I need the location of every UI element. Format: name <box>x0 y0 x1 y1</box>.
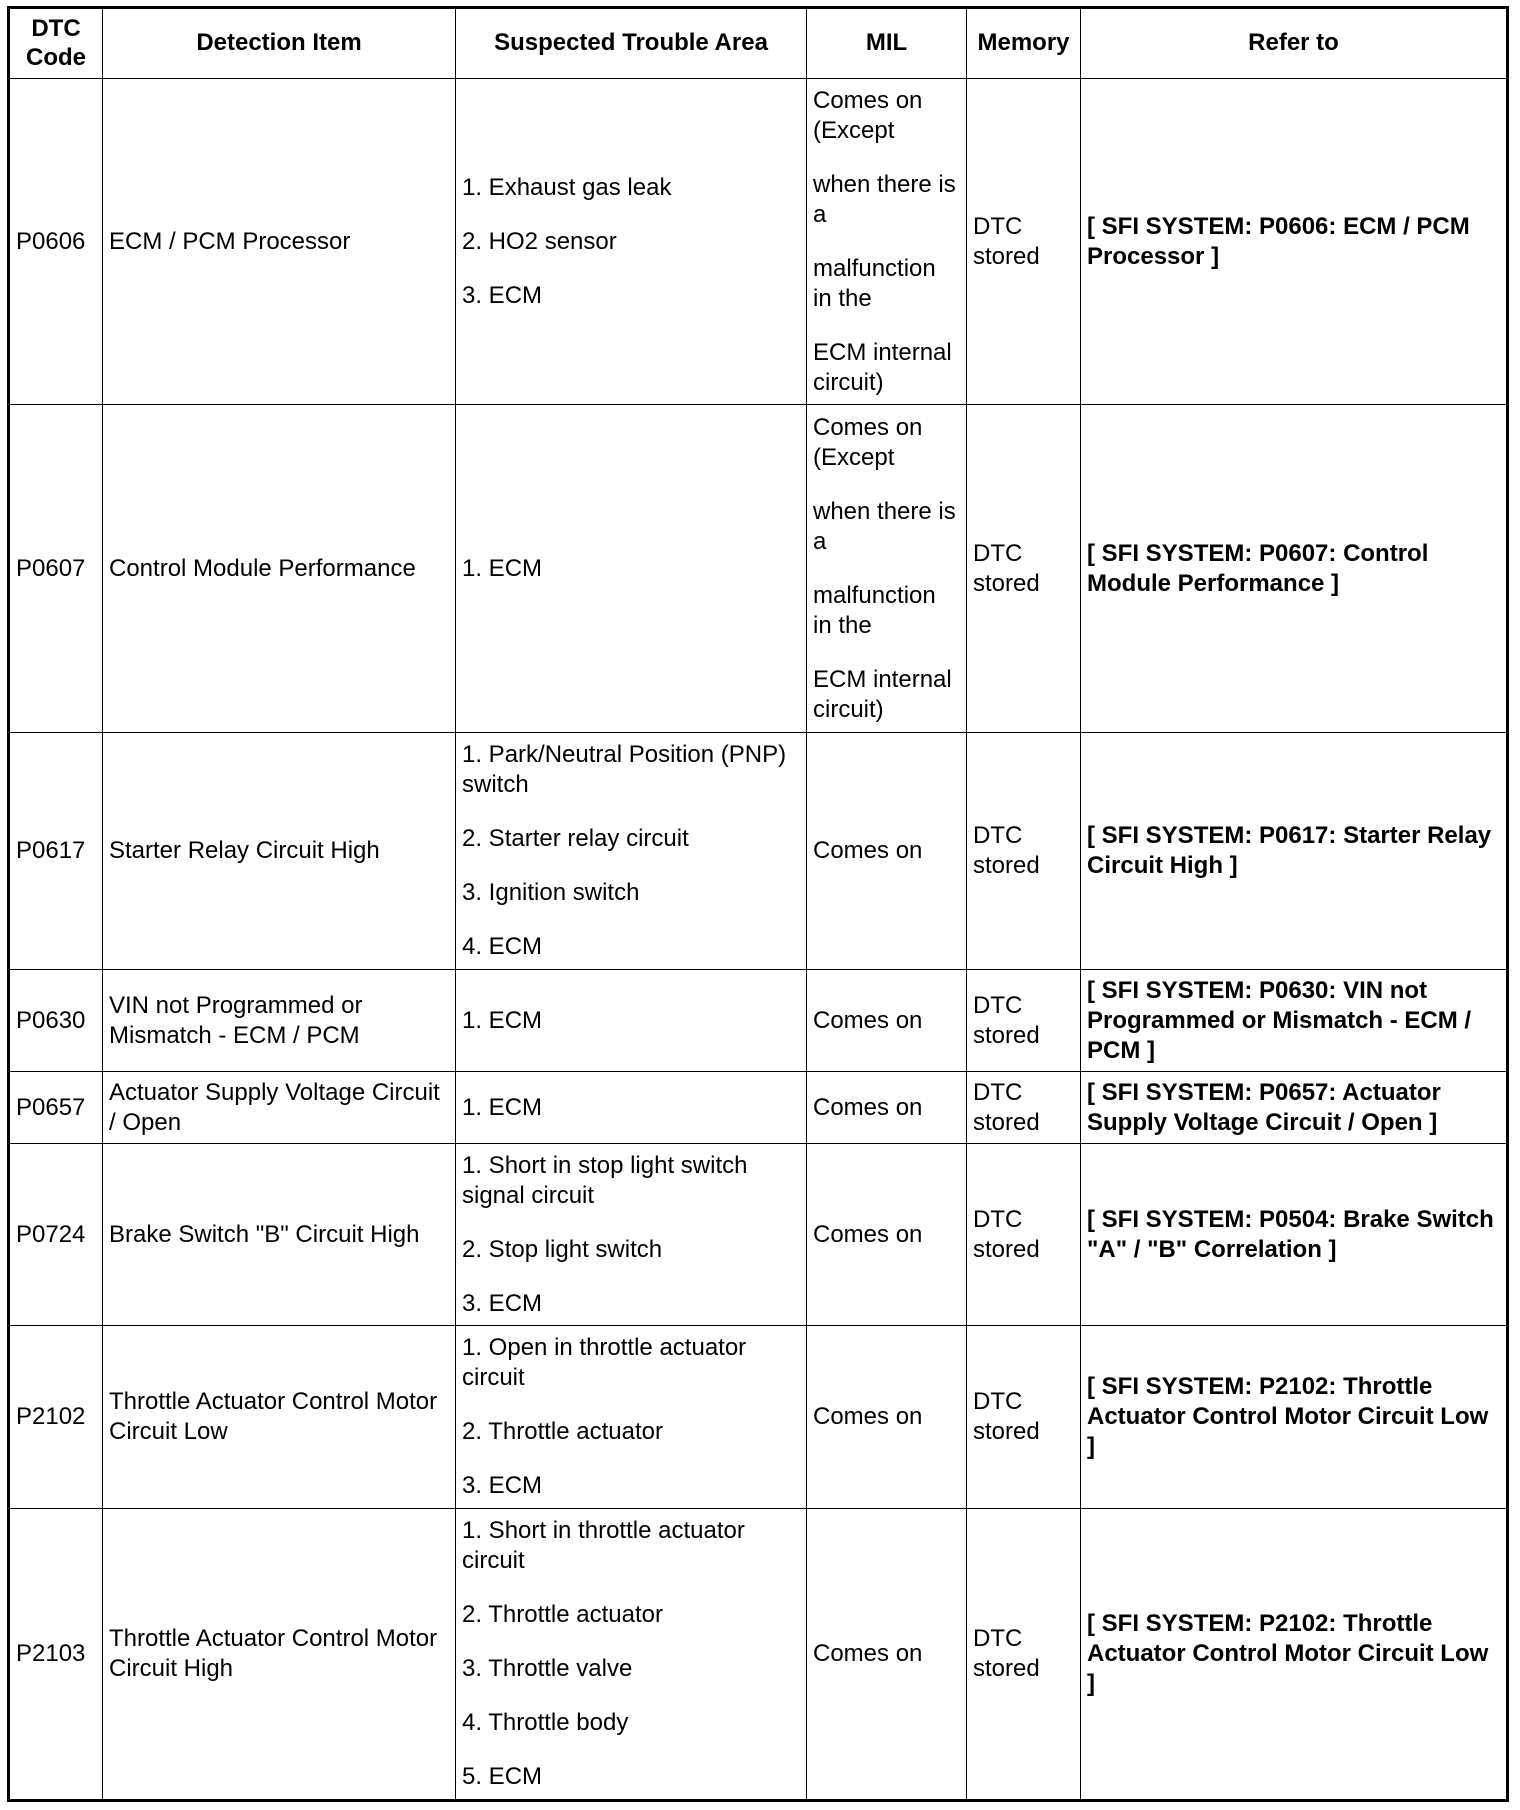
header-row <box>9 8 1508 79</box>
mil-cell <box>807 1326 967 1508</box>
dtc-code-cell: P0617 <box>9 732 103 969</box>
memory-cell: DTC stored <box>967 970 1081 1072</box>
trouble-area-cell <box>456 79 807 405</box>
mil-cell <box>807 1072 967 1144</box>
table-row <box>9 732 1508 969</box>
header-memory: Memory <box>967 8 1081 79</box>
dtc-code-cell: P0607 <box>9 405 103 732</box>
table-row <box>9 1508 1508 1800</box>
detection-item-cell: Brake Switch "B" Circuit High <box>103 1144 456 1326</box>
dtc-code-cell: P0657 <box>9 1072 103 1144</box>
mil-cell-line: ECM internal circuit) <box>813 665 952 723</box>
mil-cell-line: malfunction in the <box>813 254 936 312</box>
trouble-area-cell-line: 2. Starter relay circuit <box>462 824 689 852</box>
table-row <box>9 1144 1508 1326</box>
trouble-area-cell-line: 2. Throttle actuator <box>462 1600 663 1628</box>
mil-cell <box>807 732 967 969</box>
mil-cell <box>807 405 967 732</box>
mil-cell <box>807 1144 967 1326</box>
trouble-area-cell-line: 3. ECM <box>462 1472 543 1499</box>
trouble-area-cell <box>456 1144 807 1326</box>
table-row <box>9 79 1508 405</box>
mil-cell-line: when there is a <box>813 170 956 228</box>
trouble-area-cell-line: 2. Stop light switch <box>462 1235 663 1263</box>
refer-to-cell: [ SFI SYSTEM: P0504: Brake Switch "A" / "B" Correlation ] <box>1081 1144 1508 1326</box>
dtc-code-cell: P0630 <box>9 970 103 1072</box>
trouble-area-cell-line: 3. Throttle valve <box>462 1654 633 1682</box>
table-row <box>9 1072 1508 1144</box>
dtc-code-cell: P0606 <box>9 79 103 405</box>
memory-cell: DTC stored <box>967 1072 1081 1144</box>
trouble-area-cell <box>456 970 807 1072</box>
mil-cell <box>807 970 967 1072</box>
table-row <box>9 970 1508 1072</box>
mil-cell-line: Comes on <box>813 1220 923 1248</box>
header-detection-item: Detection Item <box>103 8 456 79</box>
header-dtc-code: DTC Code <box>9 8 103 79</box>
trouble-area-cell-line: 1. Park/Neutral Position (PNP) switch <box>462 740 787 798</box>
header-refer-to: Refer to <box>1081 8 1508 79</box>
mil-cell-line: Comes on (Except <box>813 413 923 471</box>
trouble-area-cell <box>456 405 807 732</box>
detection-item-cell: Throttle Actuator Control Motor Circuit Low <box>103 1326 456 1508</box>
header-mil: MIL <box>807 8 967 79</box>
table-body <box>9 79 1508 1801</box>
mil-cell-line: Comes on <box>813 1639 923 1667</box>
mil-cell <box>807 79 967 405</box>
trouble-area-cell-line: 1. Short in stop light switch signal circuit <box>462 1151 748 1209</box>
detection-item-cell: Throttle Actuator Control Motor Circuit High <box>103 1508 456 1800</box>
dtc-code-cell: P2102 <box>9 1326 103 1508</box>
trouble-area-cell-line: 3. Ignition switch <box>462 878 640 906</box>
dtc-code-cell: P0724 <box>9 1144 103 1326</box>
trouble-area-cell <box>456 1508 807 1800</box>
refer-to-cell: [ SFI SYSTEM: P0606: ECM / PCM Processor ] <box>1081 79 1508 405</box>
trouble-area-cell-line: 1. Exhaust gas leak <box>462 173 672 201</box>
trouble-area-cell <box>456 1072 807 1144</box>
memory-cell: DTC stored <box>967 1326 1081 1508</box>
trouble-area-cell-line: 4. ECM <box>462 932 543 960</box>
mil-cell-line: Comes on <box>813 1403 923 1430</box>
refer-to-cell: [ SFI SYSTEM: P2102: Throttle Actuator Control Motor Circuit Low ] <box>1081 1508 1508 1800</box>
table-row <box>9 1326 1508 1508</box>
trouble-area-cell <box>456 732 807 969</box>
refer-to-cell: [ SFI SYSTEM: P0617: Starter Relay Circuit High ] <box>1081 732 1508 969</box>
trouble-area-cell-line: 3. ECM <box>462 281 543 309</box>
mil-cell-line: Comes on <box>813 1006 923 1034</box>
detection-item-cell: Control Module Performance <box>103 405 456 732</box>
mil-cell-line: malfunction in the <box>813 581 936 639</box>
header-suspected-trouble-area: Suspected Trouble Area <box>456 8 807 79</box>
trouble-area-cell-line: 4. Throttle body <box>462 1708 629 1736</box>
trouble-area-cell-line: 5. ECM <box>462 1762 543 1790</box>
refer-to-cell: [ SFI SYSTEM: P0607: Control Module Performance ] <box>1081 405 1508 732</box>
dtc-table <box>7 6 1509 1802</box>
refer-to-cell: [ SFI SYSTEM: P0657: Actuator Supply Voltage Circuit / Open ] <box>1081 1072 1508 1144</box>
trouble-area-cell-line: 1. ECM <box>462 1093 543 1121</box>
detection-item-cell: Actuator Supply Voltage Circuit / Open <box>103 1072 456 1144</box>
refer-to-cell: [ SFI SYSTEM: P2102: Throttle Actuator Control Motor Circuit Low ] <box>1081 1326 1508 1508</box>
trouble-area-cell-line: 1. ECM <box>462 554 543 582</box>
memory-cell: DTC stored <box>967 405 1081 732</box>
mil-cell-line: Comes on <box>813 1093 923 1121</box>
trouble-area-cell-line: 3. ECM <box>462 1289 543 1317</box>
trouble-area-cell <box>456 1326 807 1508</box>
mil-cell-line: Comes on (Except <box>813 86 923 144</box>
mil-cell-line: ECM internal circuit) <box>813 338 952 396</box>
trouble-area-cell-line: 1. ECM <box>462 1006 543 1034</box>
mil-cell-line: when there is a <box>813 497 956 555</box>
mil-cell <box>807 1508 967 1800</box>
memory-cell: DTC stored <box>967 1508 1081 1800</box>
trouble-area-cell-line: 1. Open in throttle actuator circuit <box>462 1334 747 1391</box>
detection-item-cell: Starter Relay Circuit High <box>103 732 456 969</box>
trouble-area-cell-line: 2. HO2 sensor <box>462 227 617 255</box>
trouble-area-cell-line: 2. Throttle actuator <box>462 1418 663 1445</box>
memory-cell: DTC stored <box>967 732 1081 969</box>
memory-cell: DTC stored <box>967 1144 1081 1326</box>
detection-item-cell: ECM / PCM Processor <box>103 79 456 405</box>
refer-to-cell: [ SFI SYSTEM: P0630: VIN not Programmed or Mismatch - ECM / PCM ] <box>1081 970 1508 1072</box>
table-row <box>9 405 1508 732</box>
dtc-code-cell: P2103 <box>9 1508 103 1800</box>
detection-item-cell: VIN not Programmed or Mismatch - ECM / PCM <box>103 970 456 1072</box>
mil-cell-line: Comes on <box>813 836 923 864</box>
memory-cell: DTC stored <box>967 79 1081 405</box>
trouble-area-cell-line: 1. Short in throttle actuator circuit <box>462 1516 745 1574</box>
